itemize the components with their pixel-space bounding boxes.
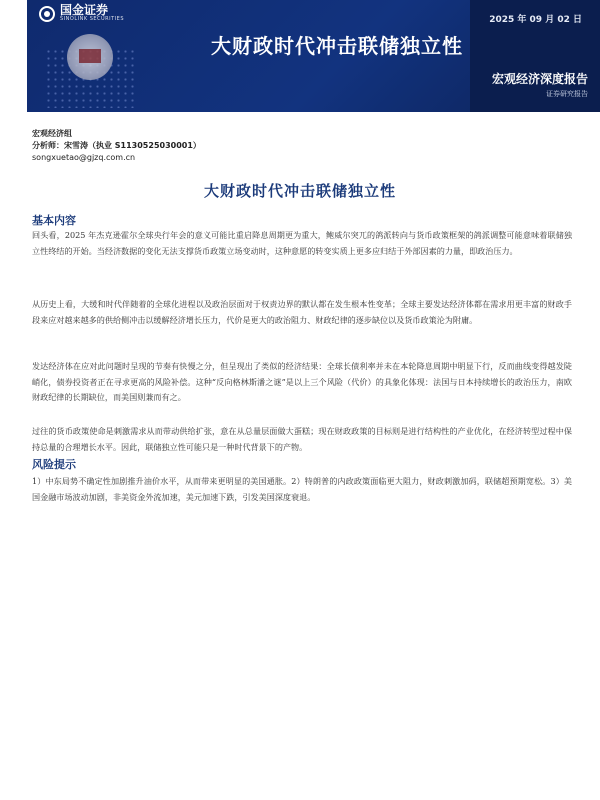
- author-info: [32, 128, 201, 164]
- paragraph: 过往的货币政策使命是刺激需求从而带动供给扩张，意在从总量层面做大蛋糕；现在财政政策的目标则是进行结构性的产业优化，在经济转型过程中保持总量的合理增长水平。因此，联储独立性可能只是一种时代背景下的产物。: [32, 426, 572, 452]
- page-title: 大财政时代冲击联储独立性: [203, 182, 396, 200]
- cover-title: 大财政时代冲击联储独立性: [211, 34, 463, 58]
- seal-mark: [79, 49, 101, 63]
- header-banner: [27, 0, 600, 112]
- seal-emblem: [67, 34, 113, 80]
- paragraph: 1）中东局势不确定性加剧推升油价水平，从而带来更明显的美国通胀。2）特朗普的内政政策面临更大阻力，财政刺激加码，联储超预期宽松。3）美国金融市场波动加剧，非美资金外流加速，美元加速下跌，引发美国深度衰退。: [32, 476, 572, 502]
- logo-subtext: SINOLINK SECURITIES: [60, 16, 124, 22]
- logo-text: 国金证券: [60, 3, 109, 17]
- report-header: [0, 0, 600, 112]
- section-title-basic: 基本内容: [32, 214, 76, 227]
- section-title-risk: 风险提示: [32, 458, 76, 471]
- paragraph: 从历史上看，大缓和时代伴随着的全球化进程以及政治层面对于权责边界的默认都在发生根本性变革；全球主要发达经济体都在需求用更丰富的财政手段来应对越来越多的供给侧冲击以缓解经济增长压力，代价是更大的政治阻力、财政纪律的逐步缺位以及货币政策沦为附庸。: [32, 299, 572, 325]
- report-category: 证券研究报告: [546, 90, 588, 98]
- analyst-email[interactable]: songxuetao@gjzq.com.cn: [32, 153, 136, 162]
- report-date: 2025 年 09 月 02 日: [489, 15, 582, 25]
- paragraph: 回头看，2025 年杰克逊霍尔全球央行年会的意义可能比重启降息周期更为重大，鲍威尔突兀的鸽派转向与货币政策框架的鸽派调整可能意味着联储独立性终结的开始。当经济数据的变化无法支撑货币政策立场变动时，这种意愿的转变实质上更多应归结于外部因素的力量，即政治压力。: [32, 230, 572, 256]
- research-group: 宏观经济组: [32, 129, 72, 138]
- paragraph: 发达经济体在应对此问题时呈现的节奏有快慢之分，但呈现出了类似的经济结果：全球长债利率并未在本轮降息周期中明显下行，反而曲线变得越发陡峭化，债券投资者正在寻求更高的风险补偿。这种“反向格林斯潘之谜”是以上三个风险（代价）的具象化体现：法国与日本持续增长的政治压力，南欧财政纪律的长期缺位，而美国则兼而有之。: [32, 361, 572, 402]
- company-logo: [39, 4, 124, 23]
- analyst-line: 分析师：宋雪涛（执业 S1130525030001）: [32, 141, 201, 150]
- report-type: 宏观经济深度报告: [491, 72, 588, 86]
- logo-icon: [39, 6, 55, 22]
